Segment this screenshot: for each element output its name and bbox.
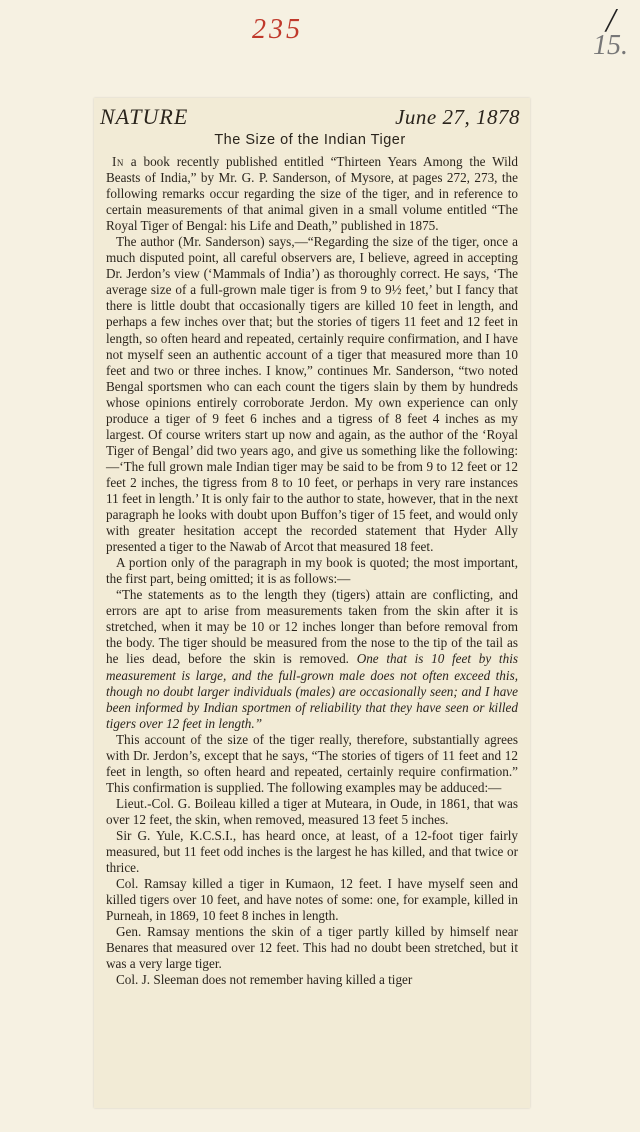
paragraph-7: Sir G. Yule, K.C.S.I., has heard once, at least, of a 12-foot tiger fairly measured, but 11 feet odd inches is the largest he has killed, and that twice or thrice. [106,827,518,876]
drop-word: In [112,154,124,169]
paragraph-10: Col. J. Sleeman does not remember having killed a tiger [116,972,413,988]
paragraph-9: Gen. Ramsay mentions the skin of a tiger partly killed by himself near Benares that measured over 12 feet. This had no doubt been stretched, but it was a very large tiger. [106,924,518,972]
journal-name: NATURE [100,104,189,129]
masthead [100,104,520,130]
emphasized-quote: One that is 10 feet by this measurement is large, and the full-grown male does not often exceed this, though no doubt larger individuals (males) are occasionally seen; and I have been informed by Indian sportmen of reliability that they have seen or killed tigers over 12 feet in length.” [106,651,518,731]
paragraph-5: This account of the size of the tiger really, therefore, substantially agrees with Dr. Jerdon’s, except that he says, “The stories of tigers of 11 feet and 12 feet in length, so often heard and repeated, certainly require confirmation.” This confirmation is supplied. The following examples may be adduced:— [106,731,518,795]
archive-number: 235 [252,14,303,45]
corner-number: 15. [593,30,628,61]
paragraph-8: Col. Ramsay killed a tiger in Kumaon, 12 feet. I have myself seen and killed tigers over 10 feet, and have notes of some: one, for example, killed in Purneah, in 1869, 10 feet 8 inches in length. [106,876,518,924]
paragraph-2: The author (Mr. Sanderson) says,—“Regarding the size of the tiger, once a much disputed point, all careful observers are, I believe, agreed in accepting Dr. Jerdon’s view (‘Mammals of India’) as thoroughly correct. He says, ‘The average size of a full-grown male tiger is from 9 to 9½ feet,’ but I fancy that there is little doubt that occasionally tigers are killed 10 feet in length, and perhaps a few inches over that; but the stories of tigers 11 feet and 12 feet in length, so often heard and repeated, certainly require confirmation, and I have not myself seen an authentic account of a tiger that measured more than 10 feet and two or three inches. I know,” continues Mr. Sanderson, “two noted Bengal sportsmen who can each count the tigers slain by them by hundreds whose opinions entirely corroborate Jerdon. My own experience can only produce a tiger of 9 feet 6 inches and a tigress of 8 feet 4 inches as my largest. Of course writers start up now and again, as the author of the ‘Royal Tiger of Bengal’ did two years ago, and give us something like the following:—‘The full grown male Indian tiger may be said to be from 9 to 12 feet or 12 feet 2 inches, the tigress from 8 to 10 feet, or perhaps in very rare instances 11 feet in length.’ It is only fair to the author to state, however, that in the next paragraph he looks with doubt upon Buffon’s tiger of 15 feet, and would only with greater hesitation accept the recorded statement that Hyder Ally presented a tiger to the Nawab of Arcot that measured 18 feet. [106,234,518,555]
paragraph-3: A portion only of the paragraph in my book is quoted; the most important, the first part, being omitted; it is as follows:— [106,555,518,587]
paragraph-4: “The statements as to the length they (tigers) attain are conflicting, and errors are apt to arise from measurements taken from the skin after it is stretched, when it may be 10 or 12 inches longer than before removal from the body. The tiger should be measured from the nose to the tip of the tail as he lies dead, before the skin is removed. One that is 10 feet by this measurement is large, and the full-grown male does not often exceed this, though no doubt larger individuals (males) are occasionally seen; and I have been informed by Indian sportmen of reliability that they have seen or killed tigers over 12 feet in length.” [106,587,518,731]
paragraph-6: Lieut.-Col. G. Boileau killed a tiger at Muteara, in Oude, in 1861, that was over 12 feet, the skin, when removed, measured 13 feet 5 inches. [106,795,518,827]
issue-date: June 27, 1878 [395,105,520,129]
corner-mark: / [606,2,616,39]
paragraph-1: In a book recently published entitled “Thirteen Years Among the Wild Beasts of India,” by Mr. G. P. Sanderson, of Mysore, at pages 272, 273, the following remarks occur regarding the size of the tiger, and in reference to certain measurements of that animal given in a small volume entitled “The Royal Tiger of Bengal: his Life and Death,” published in 1875. [106,154,518,234]
article-title: The Size of the Indian Tiger [214,132,406,148]
article-body [106,154,518,988]
